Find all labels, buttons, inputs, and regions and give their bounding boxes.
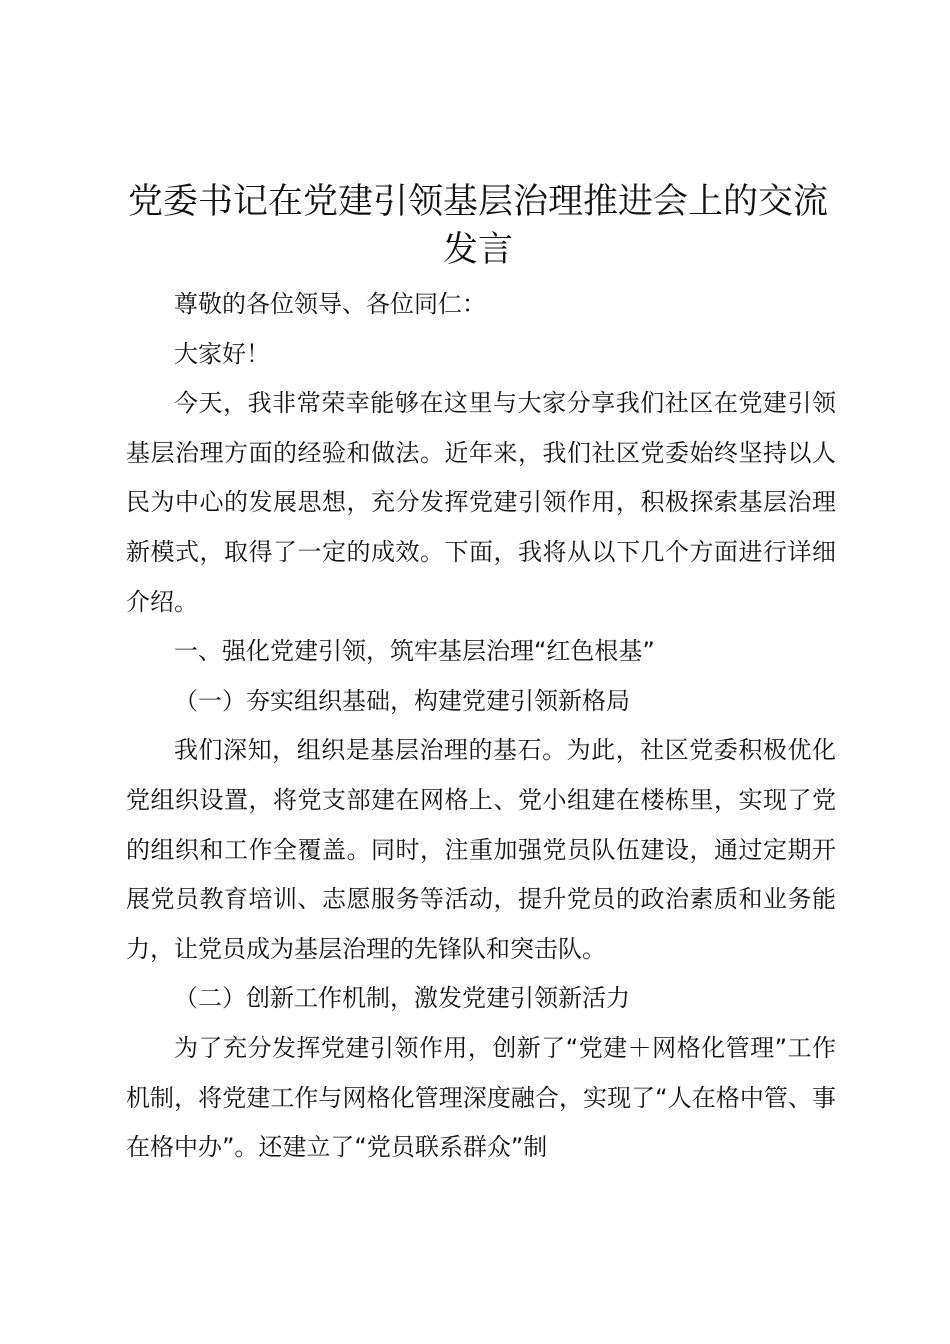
document-title: 党委书记在党建引领基层治理推进会上的交流发言 (127, 182, 828, 270)
document-body (126, 280, 836, 1173)
body-paragraph-2: 为了充分发挥党建引领作用，创新了“党建＋网格化管理”工作机制，将党建工作与网格化管理深度融合，实现了“人在格中管、事在格中办”。还建立了“党员联系群众”制 (126, 1033, 836, 1162)
intro-paragraph: 今天，我非常荣幸能够在这里与大家分享我们社区在党建引领基层治理方面的经验和做法。近年来，我们社区党委始终坚持以人民为中心的发展思想，充分发挥党建引领作用，积极探索基层治理新模式，取得了一定的成效。下面，我将从以下几个方面进行详细介绍。 (126, 389, 836, 616)
salutation: 尊敬的各位领导、各位同仁： (174, 290, 486, 318)
section-heading-1: 一、强化党建引领，筑牢基层治理“红色根基” (174, 637, 655, 666)
subsection-heading-1: （一）夯实组织基础，构建党建引领新格局 (174, 686, 630, 715)
subsection-heading-2: （二）创新工作机制，激发党建引领新活力 (174, 984, 630, 1013)
body-paragraph-1: 我们深知，组织是基层治理的基石。为此，社区党委积极优化党组织设置，将党支部建在网格上、党小组建在楼栋里，实现了党的组织和工作全覆盖。同时，注重加强党员队伍建设，通过定期开展党员教育培训、志愿服务等活动，提升党员的政治素质和业务能力，让党员成为基层治理的先锋队和突击队。 (126, 736, 836, 963)
greeting: 大家好！ (174, 339, 270, 368)
